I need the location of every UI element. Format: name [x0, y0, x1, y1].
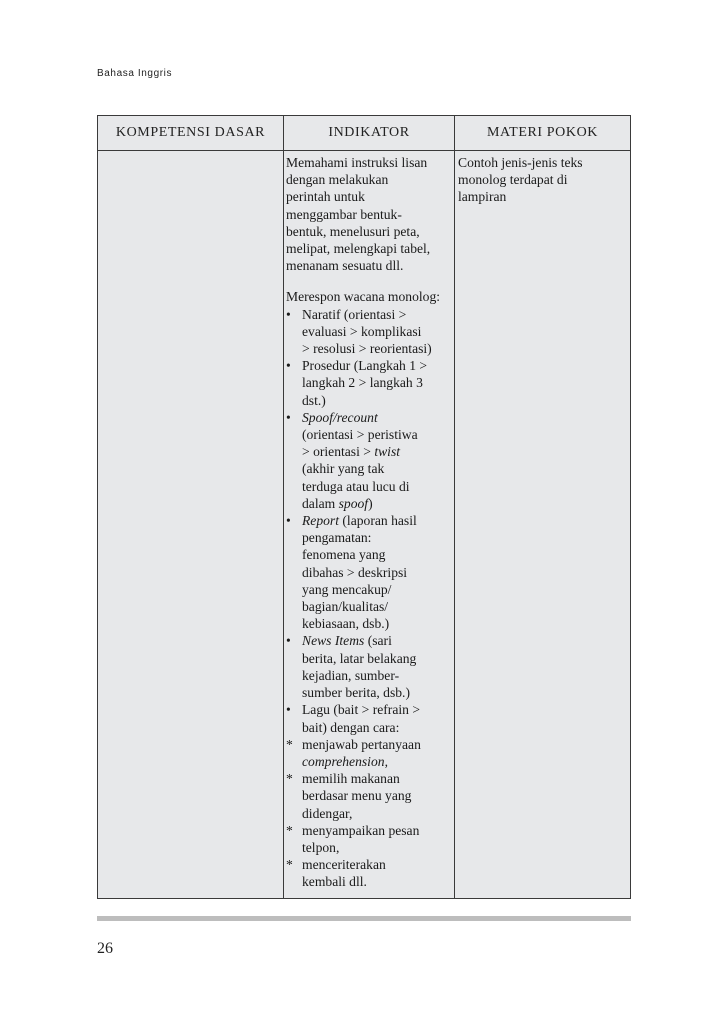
bullet-icon: • — [286, 409, 291, 425]
italic-term: Spoof/recount — [302, 409, 378, 425]
text-line: menjawab pertanyaan — [302, 736, 421, 752]
header-indikator: INDIKATOR — [328, 125, 410, 140]
indikator-cell — [286, 154, 454, 891]
list-item-prosedur — [286, 357, 454, 409]
text-line — [302, 443, 454, 460]
sub-item-menceriterakan — [286, 856, 454, 890]
italic-term: Report — [302, 513, 339, 529]
asterisk-icon: * — [286, 857, 293, 873]
text-line: (akhir yang tak — [302, 461, 385, 477]
text-line: menyampaikan pesan — [302, 822, 420, 838]
text-line: Memahami instruksi lisan — [286, 155, 428, 170]
text-line: langkah 2 > langkah 3 — [302, 375, 423, 391]
text-line: bait) dengan cara: — [302, 719, 400, 735]
list-item-news-items — [286, 632, 454, 701]
text-line: menanam sesuatu dll. — [286, 258, 404, 274]
text-line: Lagu (bait > refrain > — [302, 702, 420, 718]
table-header — [98, 116, 630, 151]
sub-item-comprehension — [286, 736, 454, 770]
text-line: bentuk, menelusuri peta, — [286, 223, 420, 239]
text-line — [302, 753, 454, 770]
text-line: menggambar bentuk- — [286, 206, 402, 222]
text-line: > resolusi > reorientasi) — [302, 341, 432, 357]
text-span: dalam — [302, 495, 339, 511]
text-line: perintah untuk — [286, 189, 365, 205]
text-span: > orientasi > — [302, 444, 375, 460]
text-line: berdasar menu yang — [302, 788, 412, 804]
italic-term: spoof — [338, 495, 369, 511]
text-line: dst.) — [302, 392, 326, 408]
text-line: kejadian, sumber- — [302, 667, 400, 683]
text-line: telpon, — [302, 839, 340, 855]
text-line: Prosedur (Langkah 1 > — [302, 358, 428, 374]
text-line: kembali dll. — [302, 874, 367, 890]
asterisk-icon: * — [286, 736, 293, 752]
content-table — [97, 115, 631, 899]
text-line: dengan melakukan — [286, 172, 389, 188]
text-line: Naratif (orientasi > — [302, 306, 407, 322]
text-line — [302, 495, 454, 512]
text-line — [302, 632, 454, 649]
respond-title: Merespon wacana monolog: — [286, 289, 441, 305]
text-line: memilih makanan — [302, 771, 400, 787]
italic-term: twist — [374, 444, 401, 460]
text-line: Contoh jenis-jenis teks — [458, 155, 583, 170]
footer-rule — [97, 916, 631, 921]
italic-term: comprehension — [302, 753, 385, 769]
text-line: sumber berita, dsb.) — [302, 685, 410, 701]
text-line — [302, 512, 454, 529]
header-materi-pokok: MATERI POKOK — [486, 125, 599, 140]
italic-term: News Items — [302, 633, 365, 649]
running-head: Bahasa Inggris — [97, 68, 173, 79]
text-line: yang mencakup/ — [302, 581, 392, 597]
asterisk-icon: * — [286, 822, 293, 838]
list-item-report — [286, 512, 454, 632]
text-line: didengar, — [302, 805, 353, 821]
list-item-lagu — [286, 701, 454, 735]
text-line: melipat, melengkapi tabel, — [286, 241, 431, 257]
bullet-icon: • — [286, 306, 291, 322]
text-line: fenomena yang — [302, 547, 386, 563]
header-kompetensi-dasar: KOMPETENSI DASAR — [115, 125, 266, 140]
text-span: (laporan hasil — [339, 513, 417, 529]
text-span: ) — [368, 495, 373, 511]
list-item-spoof-recount — [286, 409, 454, 512]
materi-pokok-cell — [458, 154, 628, 206]
sub-item-pesan-telpon — [286, 822, 454, 856]
column-divider — [283, 116, 284, 898]
text-line: evaluasi > komplikasi — [302, 323, 422, 339]
text-line: lampiran — [458, 189, 507, 205]
text-line: kebiasaan, dsb.) — [302, 616, 390, 632]
text-line: terduga atau lucu di — [302, 478, 410, 494]
asterisk-icon: * — [286, 771, 293, 787]
text-line: dibahas > deskripsi — [302, 564, 408, 580]
bullet-icon: • — [286, 633, 291, 649]
bullet-icon: • — [286, 513, 291, 529]
text-span: , — [384, 753, 388, 769]
sub-item-memilih-makanan — [286, 770, 454, 822]
column-divider — [454, 116, 455, 898]
bullet-icon: • — [286, 702, 291, 718]
page-number: 26 — [97, 940, 113, 957]
list-item-naratif — [286, 306, 454, 358]
text-line: berita, latar belakang — [302, 650, 417, 666]
text-line: monolog terdapat di — [458, 172, 568, 188]
text-line: pengamatan: — [302, 530, 372, 546]
bullet-icon: • — [286, 358, 291, 374]
text-line: bagian/kualitas/ — [302, 599, 389, 615]
text-span: (sari — [364, 633, 392, 649]
text-line — [302, 409, 454, 426]
text-line: menceriterakan — [302, 857, 386, 873]
text-line: (orientasi > peristiwa — [302, 427, 418, 443]
